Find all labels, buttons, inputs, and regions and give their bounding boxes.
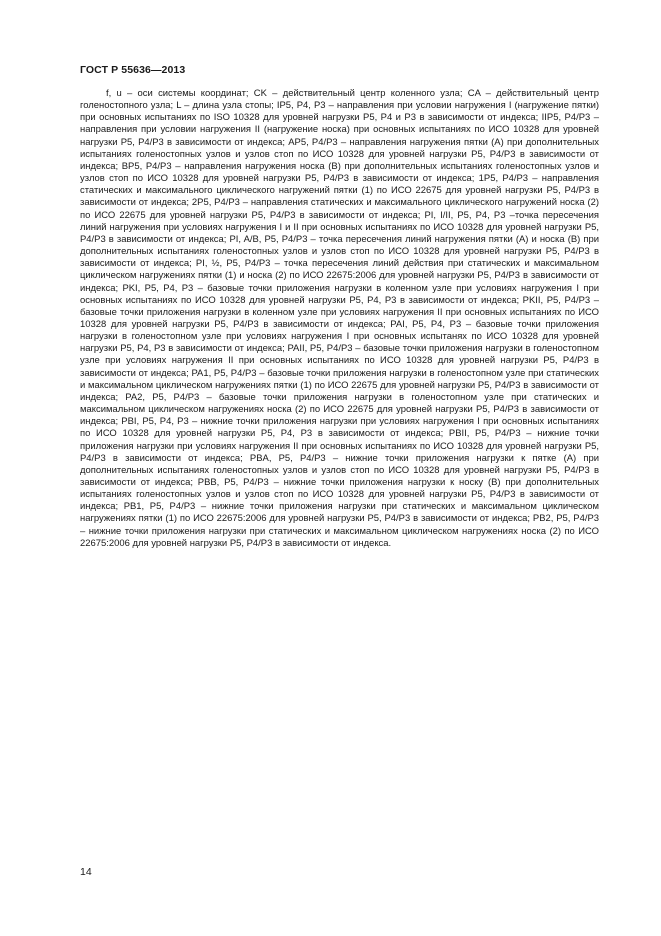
legend-paragraph: [80, 88, 599, 550]
page-number: 14: [80, 866, 92, 878]
document-header: ГОСТ Р 55636—2013: [80, 64, 186, 76]
legend-text: f, u – оси системы координат; CK – действительный центр коленного узла; CA – действительный центр голеностопного узла; L – длина узла стопы; IP5, P4, P3 – направления при условии нагружения I (нагружение пятки) при основных испытаниях по ISO 10328 для уровней нагрузки P5, P4 и P3 в зависимости от индекса; IIP5, P4/P3 – направления при условии нагружения II (нагружение носка) при основных испытаниях по ИСО 10328 для уровней нагрузки P5, P4/P3 в зависимости от индекса; AP5, P4/P3 – направления нагружения пятки (A) при дополнительных испытаниях голеностопных узлов и узлов стоп по ИСО 10328 для уровней нагрузки P5, P4/P3 в зависимости от индекса; BP5, P4/P3 – направления нагружения носка (B) при дополнительных испытаниях голеностопных узлов и узлов стоп по ИСО 10328 для уровней нагрузки P5, P4/P3 в зависимости от индекса; 1P5, P4/P3 – направления статических и максимального циклического нагружений пятки (1) по ИСО 22675 для уровней нагрузки P5, P4/P3 в зависимости от индекса; 2P5, P4/P3 – направления статических и максимального циклического нагружений носка (2) по ИСО 22675 для уровней нагрузки P5, P4/P3 в зависимости от индекса; PI, I/II, P5, P4, P3 –точка пересечения линий нагружения при условиях нагружения I и II при основных испытаниях по ИСО 10328 для уровней нагрузки P5, P4/P3 в зависимости от индекса; PI, A/B, P5, P4/P3 – точка пересечения линий нагружения пятки (A) и носка (B) при дополнительных испытаниях голеностопных узлов и узлов стоп по ИСО 10328 для уровней нагрузки P5, P4/P3 в зависимости от индекса; PI, ½, P5, P4/P3 – точка пересечения линий действия при статических и максимальном циклическом нагружениях пятки (1) и носка (2) по ИСО 22675:2006 для уровней нагрузки P5, P4/P3 в зависимости от индекса; PKI, P5, P4, P3 – базовые точки приложения нагрузки в коленном узле при условиях нагружения I при основных испытаниях по ИСО 10328 для уровней нагрузки P5, P4, P3 в зависимости от индекса; PKII, P5, P4/P3 – базовые точки приложения нагрузки в коленном узле при условиях нагружения II при основных испытаниях по ИСО 10328 для уровней нагрузки P5, P4/P3 в зависимости от индекса; PAI, P5, P4, P3 – базовые точки приложения нагрузки в голеностопном узле при условиях нагружения I при основных испытанях по ИСО 10328 для уровней нагрузки P5, P4, P3 в зависимости от индекса; PAII, P5, P4/P3 – базовые точки приложения нагрузки в голеностопном узле при условиях нагружения II при основных испытаниях по ИСО 10328 для уровней нагрузки P5, P4/P3 в зависимости от индекса; PA1, P5, P4/P3 – базовые точки приложения нагрузки в голеностопном узле при статических и максимальном циклическом нагружениях пятки (1) по ИСО 22675 для уровней нагрузки P5, P4/P3 в зависимости от индекса; PA2, P5, P4/P3 – базовые точки приложения нагрузки в голеностопном узле при статических и максимальном циклическом нагружениях носка (2) по ИСО 22675 для уровней нагрузки P5, P4/P3 в зависимости от индекса; PBI, P5, P4, P3 – нижние точки приложения нагрузки при условиях нагружения I при основных испытаниях по ИСО 10328 для уровней нагрузки P5, P4, P3 в зависимости от индекса; PBII, P5, P4/P3 – нижние точки приложения нагрузки при условиях нагружения II при основных испытаниях по ИСО 10328 для уровней нагрузки P5, P4/P3 в зависимости от индекса; PBA, P5, P4/P3 – нижние точки приложения нагрузки к пятке (A) при дополнительных испытаниях голеностопных узлов и узлов стоп по ИСО 10328 для уровней нагрузки P5, P4/P3 в зависимости от индекса; PBB, P5, P4/P3 – нижние точки приложения нагрузки к носку (B) при дополнительных испытаниях голеностопных узлов и узлов стоп по ИСО 10328 для уровней нагрузки P5, P4/P3 в зависимости от индекса; PB1, P5, P4/P3 – нижние точки приложения нагрузки при статических и максимальном циклическом нагружениях пятки (1) по ИСО 22675:2006 для уровней нагрузки P5, P4/P3 в зависимости от индекса; PB2, P5, P4/P3 – нижние точки приложения нагрузки при статических и максимальном циклическом нагружениях носка (2) по ИСО 22675:2006 для уровней нагрузки P5, P4/P3 в зависимости от индекса.: [80, 88, 599, 549]
